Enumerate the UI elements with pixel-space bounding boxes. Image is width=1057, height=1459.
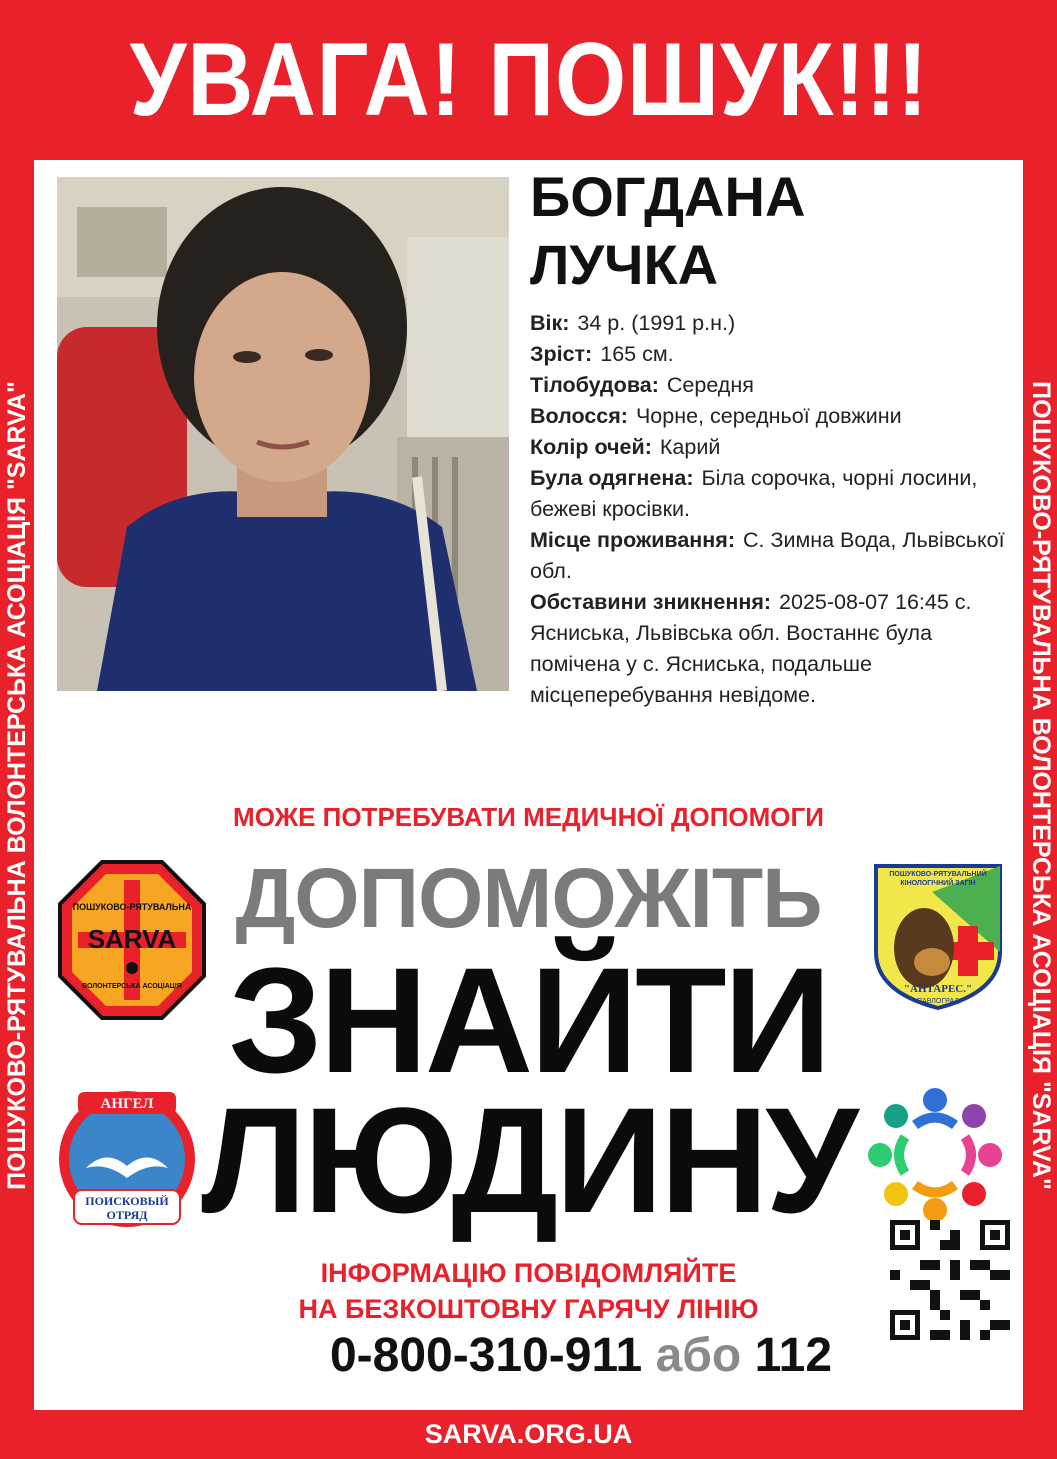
header-title: УВАГА! ПОШУК!!! — [128, 21, 929, 138]
person-line: ЛЮДИНУ — [201, 1076, 856, 1244]
side-banner-right — [1023, 160, 1057, 1410]
find-line: ЗНАЙТИ — [228, 936, 829, 1104]
angel-bottom1: ПОИСКОВЫЙ — [85, 1194, 169, 1208]
sarva-logo-top: ПОШУКОВО-РЯТУВАЛЬНА — [72, 902, 192, 912]
hotline-or: або — [655, 1329, 742, 1382]
antares-top2: КІНОЛОГІЧНИЙ ЗАГІН — [900, 880, 976, 887]
side-banner-left — [0, 160, 34, 1410]
sarva-logo-center: SARVA — [87, 924, 177, 954]
field-value: 2025-08-07 16:45 с. Ясниська, Львівська обл. Востаннє була помічена у с. Ясниська, подальше місцеперебування невідоме. — [530, 590, 972, 707]
field-clothing — [530, 463, 1010, 525]
side-text-left: ПОШУКОВО-РЯТУВАЛЬНА ВОЛОНТЕРСЬКА АСОЦІАЦІЯ "SARVA" — [2, 380, 31, 1190]
field-label: Місце проживання: — [530, 528, 735, 552]
field-hair — [530, 401, 1010, 432]
field-residence — [530, 525, 1010, 587]
field-value: 34 р. (1991 р.н.) — [577, 311, 736, 335]
qr-code[interactable] — [890, 1220, 1010, 1340]
missing-person-photo — [57, 177, 509, 691]
hotline-alt: 112 — [754, 1329, 833, 1382]
person-fields — [530, 308, 1010, 711]
angel-top: АНГЕЛ — [100, 1096, 154, 1112]
side-text-right: ПОШУКОВО-РЯТУВАЛЬНА ВОЛОНТЕРСЬКА АСОЦІАЦІЯ "SARVA" — [1026, 380, 1055, 1190]
field-value: Карий — [659, 435, 721, 459]
field-age — [530, 308, 1010, 339]
header-banner — [0, 0, 1057, 160]
field-circumstances — [530, 587, 1010, 711]
antares-name: "АНТАРЕС." — [903, 983, 973, 995]
report-info — [34, 1255, 1023, 1327]
field-build — [530, 370, 1010, 401]
sarva-logo-bottom: ВОЛОНТЕРСЬКА АСОЦІАЦІЯ — [82, 983, 182, 990]
footer-site-link[interactable]: SARVA.ORG.UA — [424, 1419, 633, 1449]
person-first-name: БОГДАНА — [530, 165, 806, 228]
people-circle-logo — [860, 1080, 1010, 1230]
field-value: Середня — [666, 373, 754, 397]
antares-logo — [872, 862, 1004, 1012]
report-line1: ІНФОРМАЦІЮ ПОВІДОМЛЯЙТЕ — [320, 1258, 737, 1288]
medical-warning: МОЖЕ ПОТРЕБУВАТИ МЕДИЧНОЇ ДОПОМОГИ — [233, 802, 824, 832]
person-info — [530, 160, 1010, 711]
person-last-name: ЛУЧКА — [530, 233, 719, 296]
antares-top1: ПОШУКОВО-РЯТУВАЛЬНИЙ — [889, 871, 987, 878]
field-eye-color — [530, 432, 1010, 463]
field-height — [530, 339, 1010, 370]
angel-logo — [56, 1088, 198, 1230]
help-heading: ДОПОМОЖІТЬ — [235, 851, 822, 945]
field-value: Чорне, середньої довжини — [635, 404, 902, 428]
field-label: Колір очей: — [530, 435, 652, 459]
field-label: Волосся: — [530, 404, 628, 428]
field-label: Вік: — [530, 311, 570, 335]
field-label: Зріст: — [530, 342, 593, 366]
paw-icon — [126, 962, 138, 974]
field-value: С. Зимна Вода, Львівської обл. — [530, 528, 1005, 583]
field-label: Була одягнена: — [530, 466, 694, 490]
content-panel — [34, 160, 1023, 1410]
hotline-number: 0-800-310-911 — [329, 1329, 643, 1382]
field-value: 165 см. — [600, 342, 674, 366]
antares-city: ПАВЛОГРАД — [917, 998, 959, 1005]
angel-bottom2: ОТРЯД — [106, 1208, 148, 1222]
field-label: Обставини зникнення: — [530, 590, 772, 614]
sarva-logo — [58, 860, 206, 1020]
field-value: Біла сорочка, чорні лосини, бежеві кросівки. — [530, 466, 978, 521]
report-line2: НА БЕЗКОШТОВНУ ГАРЯЧУ ЛІНІЮ — [298, 1294, 759, 1324]
field-label: Тілобудова: — [530, 373, 659, 397]
footer-banner — [0, 1410, 1057, 1459]
